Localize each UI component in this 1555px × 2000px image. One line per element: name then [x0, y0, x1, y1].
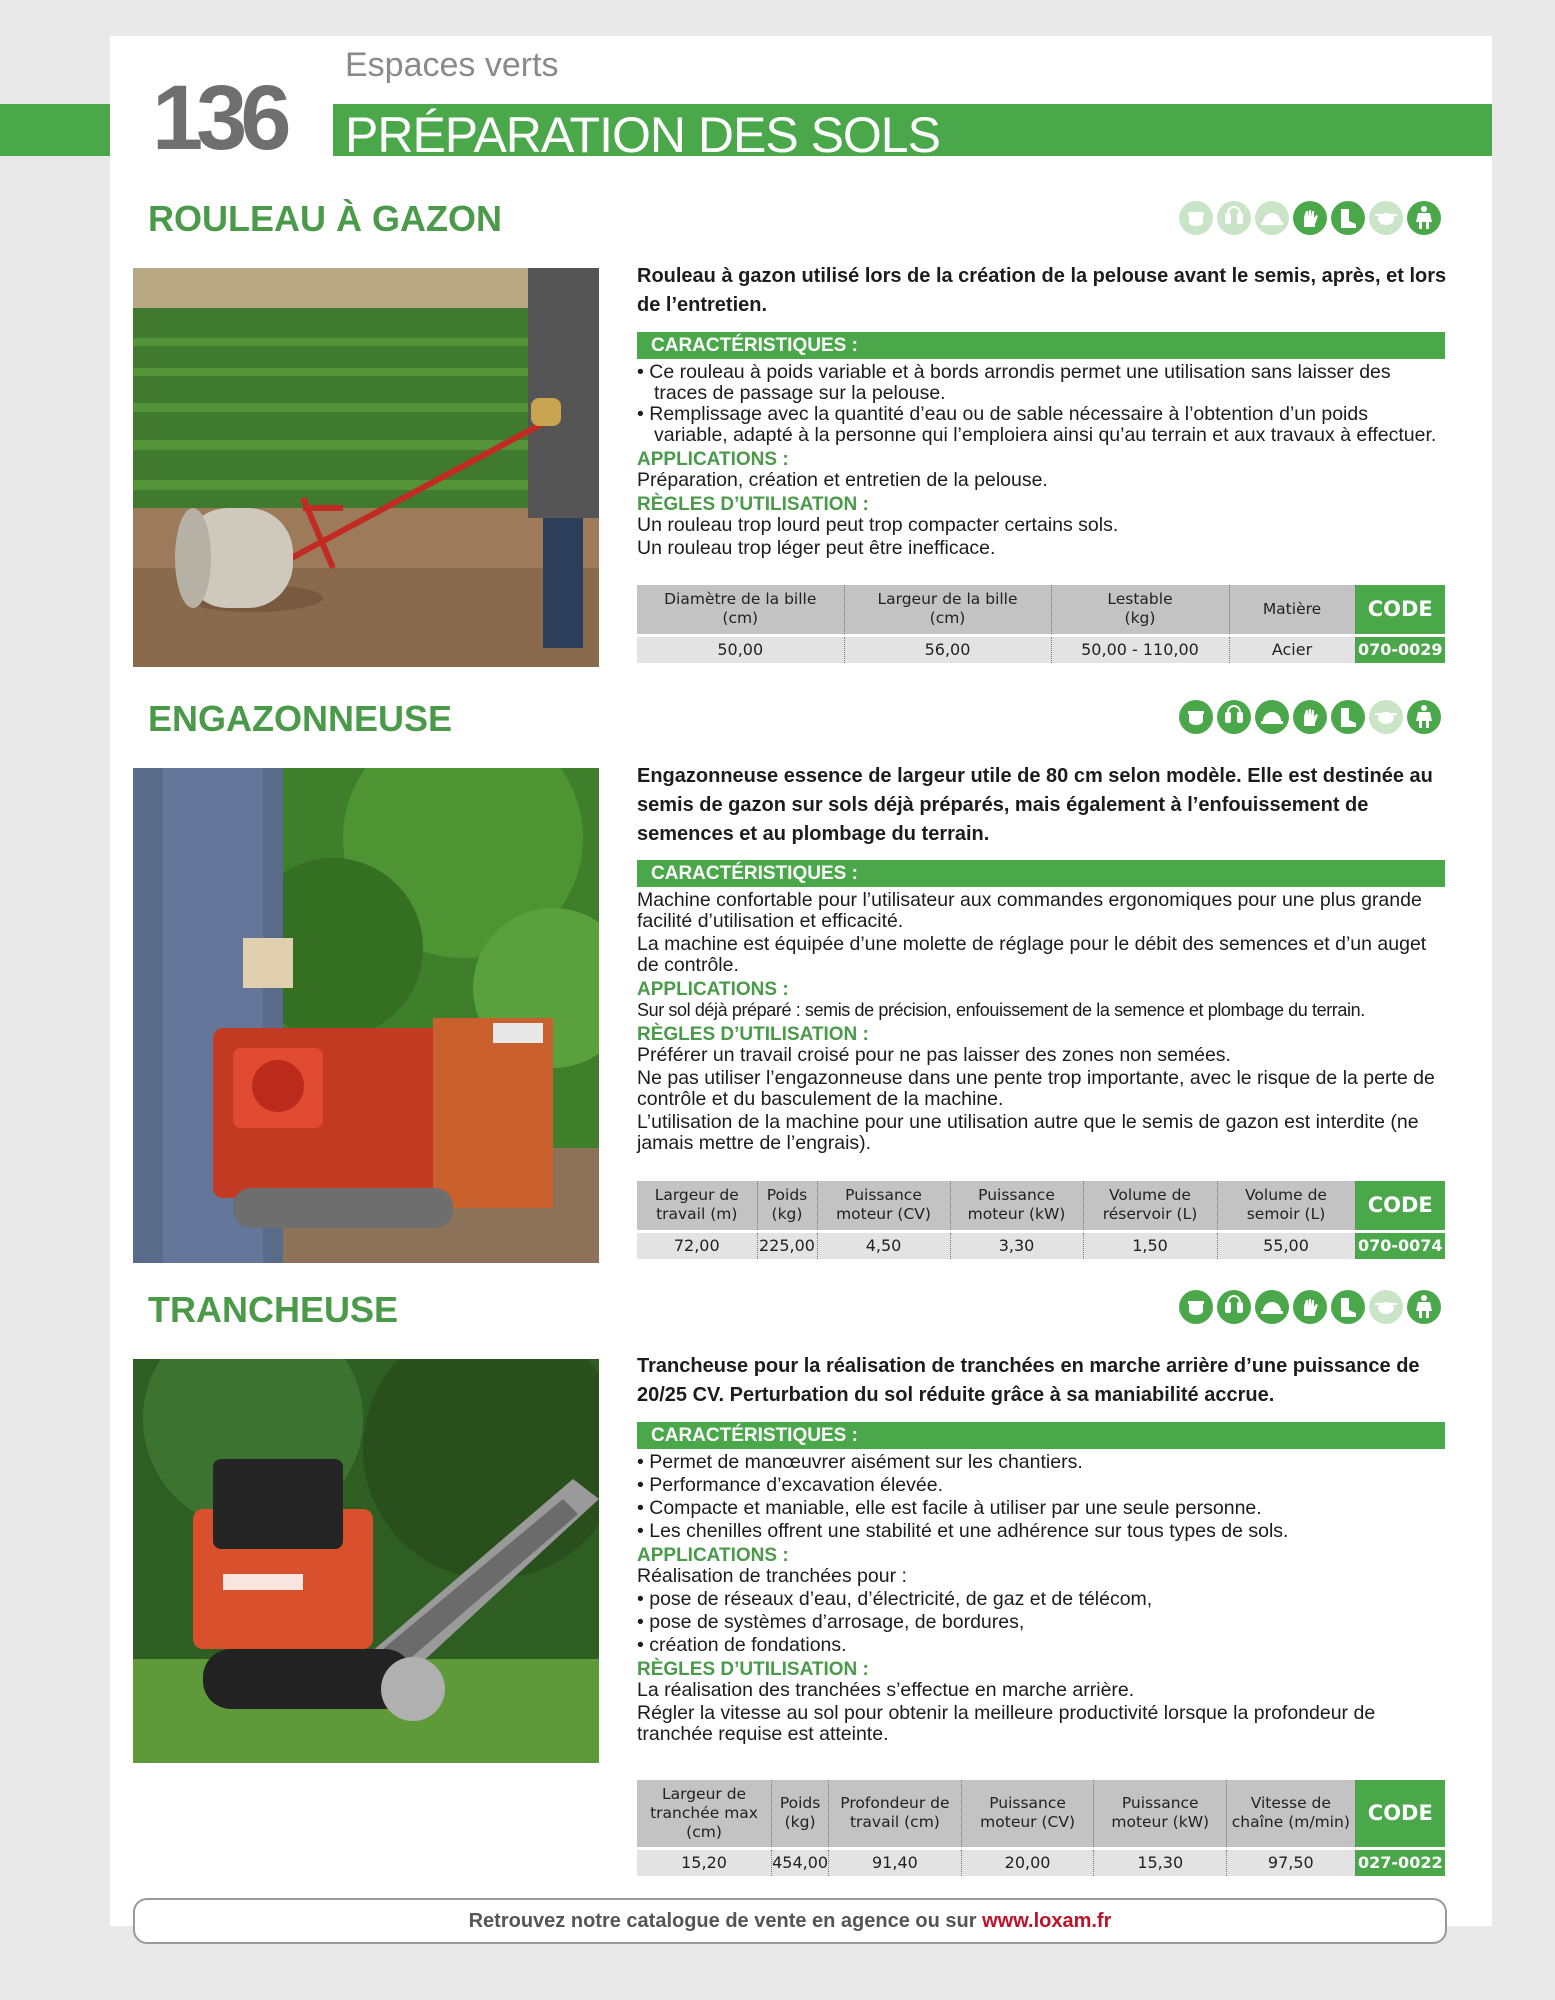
title-bar [333, 104, 1492, 163]
ear-protection-icon [1217, 201, 1251, 235]
spec-table-rouleau [637, 585, 1445, 663]
product-title-rouleau: ROULEAU À GAZON [148, 198, 502, 239]
regles-heading: RÈGLES D’UTILISATION : [637, 494, 869, 515]
table-header: Puissance moteur (kW) [1094, 1780, 1227, 1848]
caracteristique-item: • Remplissage avec la quantité d’eau ou de sable nécessaire à l’obtention d’un poids variable, adapté à la personne qui l’emploiera ainsi qu’au terrain et aux travaux à effectuer. [637, 403, 1437, 446]
table-cell: 15,20 [637, 1848, 772, 1876]
product-code: 027-0022 [1355, 1848, 1445, 1876]
regle-item: L’utilisation de la machine pour une utilisation autre que le semis de gazon est interdite (ne jamais mettre de l’engrais). [637, 1111, 1419, 1154]
product-code: 070-0074 [1355, 1231, 1445, 1259]
table-header: Poids (kg) [772, 1780, 829, 1848]
table-header: Puissance moteur (CV) [961, 1780, 1094, 1848]
applications-heading: APPLICATIONS : [637, 449, 789, 470]
code-header: CODE [1355, 585, 1445, 635]
description-trancheuse: Trancheuse pour la réalisation de tranchées en marche arrière d’une puissance de 20/25 CV. Perturbation du sol réduite grâce à sa maniabilité accrue. [637, 1355, 1420, 1406]
coverall-icon [1407, 700, 1441, 734]
caracteristiques-heading: CARACTÉRISTIQUES : [637, 860, 1445, 887]
caracteristique-item: • Ce rouleau à poids variable et à bords arrondis permet une utilisation sans laisser des traces de passage sur la pelouse. [637, 361, 1391, 404]
mask-icon [1369, 1290, 1403, 1324]
regles-heading: RÈGLES D’UTILISATION : [637, 1024, 869, 1045]
table-cell: 97,50 [1227, 1848, 1356, 1876]
left-green-band [0, 104, 110, 156]
regle-item: Régler la vitesse au sol pour obtenir la meilleure productivité lorsque la profondeur de tranchée requise est atteinte. [637, 1702, 1376, 1745]
mask-icon [1369, 700, 1403, 734]
table-header: Largeur de travail (m) [637, 1181, 757, 1231]
safety-boots-icon [1331, 1290, 1365, 1324]
application-item: Réalisation de tranchées pour : [637, 1565, 907, 1587]
gloves-icon [1293, 700, 1327, 734]
caracteristique-item: • Les chenilles offrent une stabilité et une adhérence sur tous types de sols. [637, 1520, 1289, 1542]
caracteristiques-heading: CARACTÉRISTIQUES : [637, 332, 1445, 359]
application-item: • pose de réseaux d’eau, d’électricité, de gaz et de télécom, [637, 1588, 1153, 1610]
table-header: Diamètre de la bille (cm) [637, 585, 844, 635]
coverall-icon [1407, 1290, 1441, 1324]
footer-link[interactable]: www.loxam.fr [982, 1910, 1112, 1932]
helmet-icon [1255, 700, 1289, 734]
helmet-icon [1255, 201, 1289, 235]
table-header: Puissance moteur (kW) [950, 1181, 1083, 1231]
table-cell: Acier [1229, 635, 1355, 663]
face-shield-icon [1179, 1290, 1213, 1324]
table-cell: 72,00 [637, 1231, 757, 1259]
code-header: CODE [1355, 1181, 1445, 1231]
description-engazonneuse: Engazonneuse essence de largeur utile de 80 cm selon modèle. Elle est destinée au semis de gazon sur sols déjà préparés, mais également à l’enfouissement de semences et au plombage du terrain. [637, 765, 1433, 845]
table-header: Volume de réservoir (L) [1083, 1181, 1217, 1231]
table-header: Lestable (kg) [1051, 585, 1229, 635]
face-shield-icon [1179, 700, 1213, 734]
details-rouleau [637, 332, 1445, 561]
description-rouleau: Rouleau à gazon utilisé lors de la création de la pelouse avant le semis, après, et lors de l’entretien. [637, 265, 1447, 316]
table-cell: 1,50 [1083, 1231, 1217, 1259]
product-code: 070-0029 [1355, 635, 1445, 663]
details-trancheuse [637, 1422, 1445, 1747]
spec-table-engazonneuse [637, 1181, 1445, 1259]
page-number: 136 [152, 67, 285, 169]
regle-item: Un rouleau trop lourd peut trop compacter certains sols. [637, 514, 1119, 536]
regles-heading: RÈGLES D’UTILISATION : [637, 1659, 869, 1680]
product-title-trancheuse: TRANCHEUSE [148, 1289, 399, 1330]
table-cell: 91,40 [829, 1848, 962, 1876]
caracteristique-item: • Compacte et maniable, elle est facile à utiliser par une seule personne. [637, 1497, 1262, 1519]
table-cell: 50,00 [637, 635, 844, 663]
table-cell: 20,00 [961, 1848, 1094, 1876]
ear-protection-icon [1217, 700, 1251, 734]
regle-item: Un rouleau trop léger peut être inefficace. [637, 537, 996, 559]
spec-table-trancheuse [637, 1780, 1445, 1876]
table-header: Puissance moteur (CV) [817, 1181, 950, 1231]
table-header: Profondeur de travail (cm) [829, 1780, 962, 1848]
application-item: Sur sol déjà préparé : semis de précision, enfouissement de la semence et plombage du terrain. [637, 1000, 1365, 1020]
table-cell: 56,00 [844, 635, 1051, 663]
table-cell: 454,00 [772, 1848, 829, 1876]
table-header: Vitesse de chaîne (m/min) [1227, 1780, 1356, 1848]
footer-banner [133, 1898, 1447, 1944]
caracteristique-item: • Permet de manœuvrer aisément sur les chantiers. [637, 1451, 1083, 1473]
safety-icons-engazonneuse [1179, 700, 1445, 736]
details-engazonneuse [637, 860, 1445, 1156]
caracteristique-item: • Performance d’excavation élevée. [637, 1474, 943, 1496]
section-title: Espaces verts [345, 46, 559, 84]
applications-heading: APPLICATIONS : [637, 979, 789, 1000]
mask-icon [1369, 201, 1403, 235]
caracteristique-item: La machine est équipée d’une molette de réglage pour le débit des semences et d’un auget de contrôle. [637, 933, 1427, 976]
table-header: Matière [1229, 585, 1355, 635]
table-header: Volume de semoir (L) [1217, 1181, 1355, 1231]
product-title-engazonneuse: ENGAZONNEUSE [148, 698, 453, 739]
application-item: • création de fondations. [637, 1634, 847, 1656]
helmet-icon [1255, 1290, 1289, 1324]
footer-text: Retrouvez notre catalogue de vente en agence ou sur [468, 1910, 983, 1932]
application-item: Préparation, création et entretien de la pelouse. [637, 469, 1048, 491]
gloves-icon [1293, 1290, 1327, 1324]
ear-protection-icon [1217, 1290, 1251, 1324]
photo-engazonneuse [133, 768, 599, 1263]
caracteristiques-heading: CARACTÉRISTIQUES : [637, 1422, 1445, 1449]
safety-icons-trancheuse [1179, 1290, 1445, 1326]
table-cell: 15,30 [1094, 1848, 1227, 1876]
table-header: Poids (kg) [757, 1181, 817, 1231]
safety-icons-rouleau [1179, 201, 1445, 237]
caracteristique-item: Machine confortable pour l’utilisateur aux commandes ergonomiques pour une plus grande facilité d’utilisation et efficacité. [637, 889, 1422, 932]
table-cell: 225,00 [757, 1231, 817, 1259]
page-title: PRÉPARATION DES SOLS [345, 107, 940, 163]
code-header: CODE [1355, 1780, 1445, 1848]
coverall-icon [1407, 201, 1441, 235]
table-cell: 55,00 [1217, 1231, 1355, 1259]
application-item: • pose de systèmes d’arrosage, de bordures, [637, 1611, 1025, 1633]
regle-item: La réalisation des tranchées s’effectue en marche arrière. [637, 1679, 1135, 1701]
safety-boots-icon [1331, 201, 1365, 235]
regle-item: Préférer un travail croisé pour ne pas laisser des zones non semées. [637, 1044, 1231, 1066]
table-header: Largeur de la bille (cm) [844, 585, 1051, 635]
table-cell: 50,00 - 110,00 [1051, 635, 1229, 663]
safety-boots-icon [1331, 700, 1365, 734]
photo-trancheuse [133, 1359, 599, 1763]
table-cell: 4,50 [817, 1231, 950, 1259]
table-cell: 3,30 [950, 1231, 1083, 1259]
table-header: Largeur de tranchée max (cm) [637, 1780, 772, 1848]
photo-rouleau [133, 268, 599, 667]
gloves-icon [1293, 201, 1327, 235]
regle-item: Ne pas utiliser l’engazonneuse dans une pente trop importante, avec le risque de la perte de contrôle et du basculement de la machine. [637, 1067, 1435, 1110]
applications-heading: APPLICATIONS : [637, 1545, 789, 1566]
face-shield-icon [1179, 201, 1213, 235]
